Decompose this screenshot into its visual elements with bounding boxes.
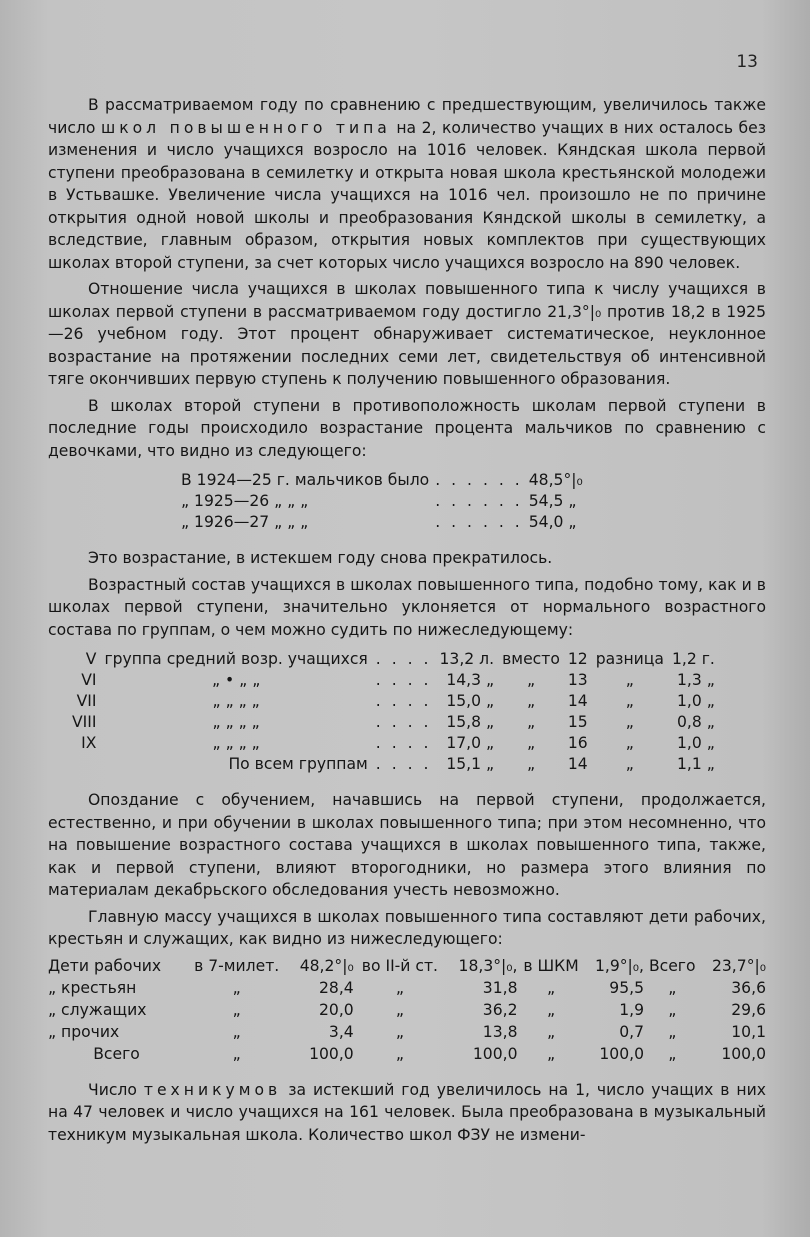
table-row: „ служащих „ 20,0 „ 36,2 „ 1,9 „ 29,6 [48, 1000, 766, 1019]
spaced-term: школ повышенного типа [100, 118, 391, 137]
table-row: V группа средний возр. учащихся . . . . 13,2 л. вместо 12 разница 1,2 г. [85, 650, 715, 668]
table-row: „ прочих „ 3,4 „ 13,8 „ 0,7 „ 10,1 [48, 1022, 766, 1041]
age-table [72, 649, 723, 775]
paragraph-age: Возрастный состав учащихся в школах повышенного типа, подобно тому, как и в школах первой ступени, значительно уклоняется от нормального возрастного состава по группам, о чем можно судить по нижеследующему: [48, 575, 766, 639]
table-row: „ 1926—27 „ „ „ . . . . . . 54,0 „ [181, 513, 577, 531]
spaced-term: техникумов [143, 1080, 282, 1099]
page-body [48, 94, 766, 1146]
table-row: VIII „ „ „ „ . . . . 15,8 „ „ 15 „ 0,8 „ [72, 713, 715, 731]
table-row: VI „ • „ „ . . . . 14,3 „ „ 13 „ 1,3 „ [81, 671, 715, 689]
table-row: „ крестьян „ 28,4 „ 31,8 „ 95,5 „ 36,6 [48, 978, 766, 997]
table-row: По всем группам . . . . 15,1 „ „ 14 „ 1,1 „ [228, 755, 715, 773]
table-row: В 1924—25 г. мальчиков было . . . . . . 48,5°|₀ [181, 471, 583, 489]
boys-share-table [181, 470, 589, 533]
page-number: 13 [736, 52, 758, 72]
paragraph-growth-stopped: Это возрастание, в истекшем году снова прекратилось. [88, 549, 553, 567]
paragraph-composition: Главную массу учащихся в школах повышенного типа составляют дети рабочих, крестьян и служащих, как видно из нижеследующего: [48, 907, 766, 948]
paragraph-ratio: Отношение числа учащихся в школах повышенного типа к числу учащихся в школах первой ступени в рассматриваемом году достигло 21,3°|₀ против 18,2 в 1925—26 учебном году. Этот процент обнаруживает систематическое, неуклонное возрастание на протяжении последних семи лет, свидетельствуя об интенсивной тяге окончивших первую ступень к получению повышенного образования. [48, 280, 766, 388]
table-row: Всего „ 100,0 „ 100,0 „ 100,0 „ 100,0 [93, 1044, 766, 1063]
paragraph-schools: В рассматриваемом году по сравнению с предшествующим, увеличилось также число школ повышенного типа на 2, количество учащих в них осталось без изменения и число учащихся возросло на 1016 человек. Кяндская школа первой ступени преобразована в семилетку и открыта новая школа крестьянской молодежи в Устьвашке. Увеличение числа учащихся на 1016 чел. произошло не по причине открытия одной новой школы и преобразования Кяндской школы в семилетку, а вследствие, главным образом, открытия новых комплектов при существующих школах второй ступени, за счет которых число учащихся возросло на 890 человек. [48, 96, 767, 272]
table-row: IX „ „ „ „ . . . . 17,0 „ „ 16 „ 1,0 „ [81, 734, 715, 752]
table-row: Дети рабочих в 7-милет. 48,2°|₀ во II-й ст. 18,3°|₀, в ШКМ 1,9°|₀, Всего 23,7°|₀ [48, 956, 766, 975]
table-row: VII „ „ „ „ . . . . 15,0 „ „ 14 „ 1,0 „ [76, 692, 715, 710]
paragraph-technikums: Число техникумов за истекший год увеличилось на 1, число учащих в них на 47 человек и число учащихся на 161 человек. Была преобразована в музыкальный техникум музыкальная школа. Количество школ ФЗУ не измени- [48, 1080, 766, 1144]
social-composition-table [48, 955, 766, 1065]
paragraph-delay: Опоздание с обучением, начавшись на первой ступени, продолжается, естественно, и при обучении в школах повышенного типа; при этом несомненно, что на повышение возрастного состава учащихся в школах повышенного типа, также, как и первой ступени, влияют второгодники, но размера этого влияния по материалам декабрьского обследования учесть невозможно. [48, 791, 766, 899]
paragraph-boys: В школах второй ступени в противоположность школам первой ступени в последние годы происходило возрастание процента мальчиков по сравнению с девочками, что видно из следующего: [48, 396, 766, 460]
table-row: „ 1925—26 „ „ „ . . . . . . 54,5 „ [181, 492, 577, 510]
